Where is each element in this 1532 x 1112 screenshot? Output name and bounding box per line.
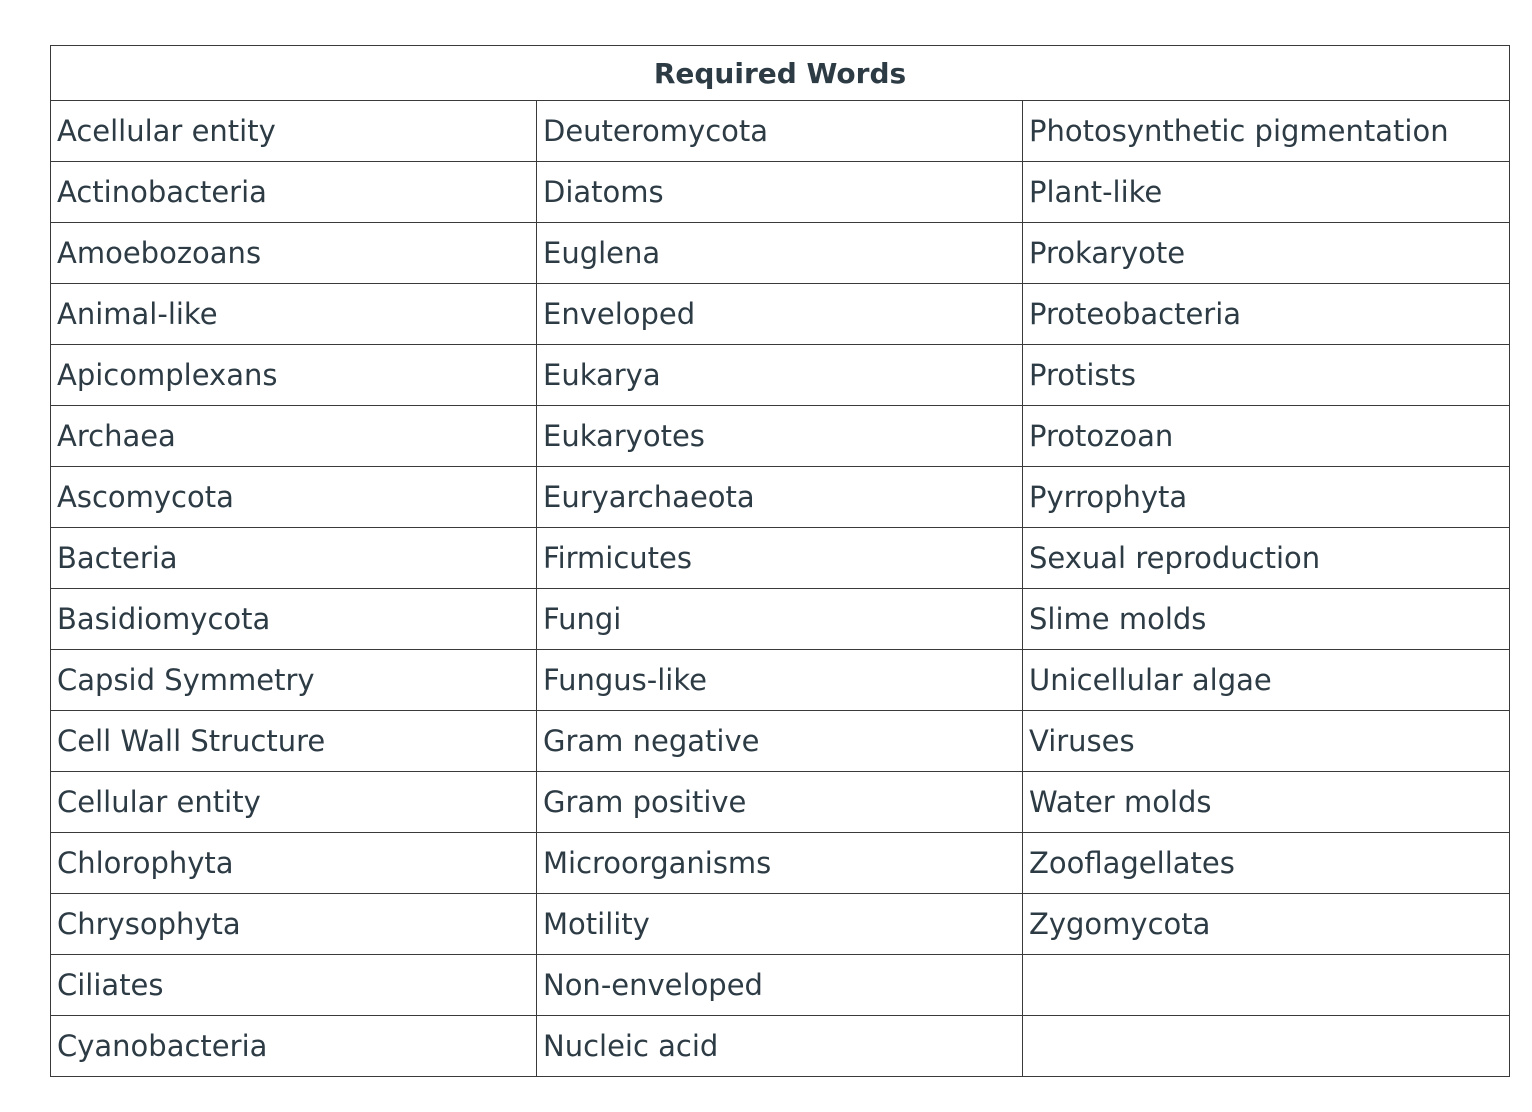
table-cell: Proteobacteria [1023, 284, 1510, 345]
table-cell: Firmicutes [537, 528, 1023, 589]
table-cell: Unicellular algae [1023, 650, 1510, 711]
table-cell: Cellular entity [51, 772, 537, 833]
table-cell: Eukaryotes [537, 406, 1023, 467]
table-row [51, 406, 1510, 467]
table-cell: Fungus-like [537, 650, 1023, 711]
table-cell: Zygomycota [1023, 894, 1510, 955]
table-cell: Bacteria [51, 528, 537, 589]
table-cell: Animal-like [51, 284, 537, 345]
table-cell: Pyrrophyta [1023, 467, 1510, 528]
table-cell: Cell Wall Structure [51, 711, 537, 772]
table-row [51, 589, 1510, 650]
table-cell: Slime molds [1023, 589, 1510, 650]
table-cell: Prokaryote [1023, 223, 1510, 284]
table-cell: Archaea [51, 406, 537, 467]
table-row [51, 223, 1510, 284]
table-row [51, 894, 1510, 955]
table-cell: Water molds [1023, 772, 1510, 833]
table-cell: Ciliates [51, 955, 537, 1016]
table-cell: Viruses [1023, 711, 1510, 772]
table-row [51, 162, 1510, 223]
table-cell: Acellular entity [51, 101, 537, 162]
table-cell [1023, 1016, 1510, 1077]
table-cell: Actinobacteria [51, 162, 537, 223]
table-row [51, 284, 1510, 345]
table-cell: Gram negative [537, 711, 1023, 772]
table-row [51, 711, 1510, 772]
table-cell: Sexual reproduction [1023, 528, 1510, 589]
table-cell: Eukarya [537, 345, 1023, 406]
table-cell: Amoebozoans [51, 223, 537, 284]
table-cell: Diatoms [537, 162, 1023, 223]
table-cell: Basidiomycota [51, 589, 537, 650]
table-row [51, 345, 1510, 406]
table-header-row [51, 46, 1510, 101]
table-cell: Zooflagellates [1023, 833, 1510, 894]
table-row [51, 528, 1510, 589]
table-body [51, 101, 1510, 1077]
table-row [51, 833, 1510, 894]
table-row [51, 650, 1510, 711]
table-row [51, 1016, 1510, 1077]
table-cell: Motility [537, 894, 1023, 955]
table-cell: Microorganisms [537, 833, 1023, 894]
required-words-table [50, 45, 1510, 1077]
table-cell: Apicomplexans [51, 345, 537, 406]
table-cell: Plant-like [1023, 162, 1510, 223]
table-title: Required Words [51, 46, 1510, 101]
table-cell: Gram positive [537, 772, 1023, 833]
table-cell: Chlorophyta [51, 833, 537, 894]
table-row [51, 955, 1510, 1016]
table-cell: Nucleic acid [537, 1016, 1023, 1077]
table-cell [1023, 955, 1510, 1016]
table-row [51, 101, 1510, 162]
table-cell: Ascomycota [51, 467, 537, 528]
table-cell: Euryarchaeota [537, 467, 1023, 528]
table-row [51, 467, 1510, 528]
table-cell: Enveloped [537, 284, 1023, 345]
table-cell: Cyanobacteria [51, 1016, 537, 1077]
table-cell: Non-enveloped [537, 955, 1023, 1016]
table-cell: Euglena [537, 223, 1023, 284]
table-cell: Protozoan [1023, 406, 1510, 467]
table-cell: Capsid Symmetry [51, 650, 537, 711]
table-cell: Deuteromycota [537, 101, 1023, 162]
table-cell: Photosynthetic pigmentation [1023, 101, 1510, 162]
table-cell: Protists [1023, 345, 1510, 406]
table-cell: Chrysophyta [51, 894, 537, 955]
table-row [51, 772, 1510, 833]
table-cell: Fungi [537, 589, 1023, 650]
